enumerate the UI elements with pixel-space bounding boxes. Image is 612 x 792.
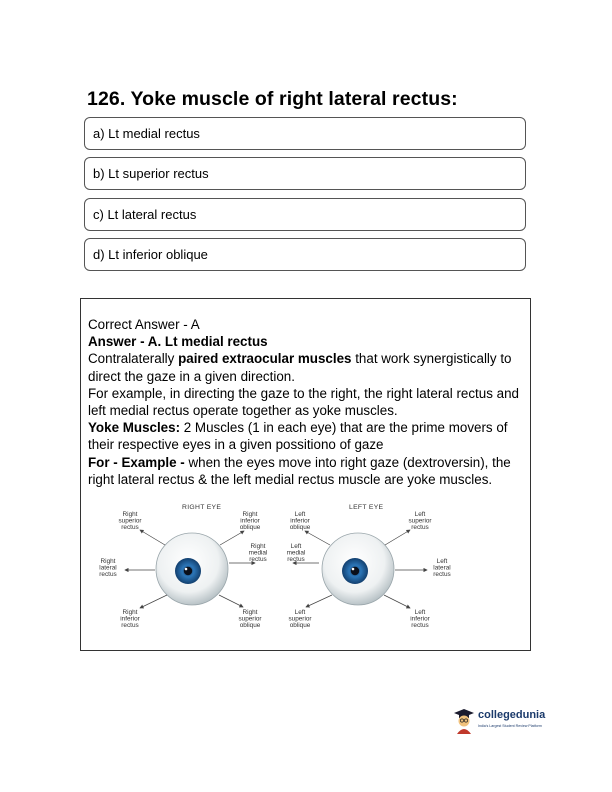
label-right-inferior-rectus: Right inferior rectus [120, 609, 140, 629]
question-title: 126. Yoke muscle of right lateral rectus: [87, 88, 458, 110]
answer-text [88, 316, 532, 488]
option-b[interactable]: b) Lt superior rectus [84, 157, 526, 190]
label-left-superior-rectus: Left superior rectus [408, 511, 432, 531]
label-left-lateral-rectus: Left lateral rectus [433, 558, 451, 578]
label-right-superior-rectus: Right superior rectus [118, 511, 142, 531]
graduate-mascot-icon [453, 708, 475, 734]
label-left-inferior-oblique: Left inferior oblique [289, 511, 311, 531]
left-eye [322, 533, 394, 605]
answer-line: Answer - A. Lt medial rectus [88, 334, 268, 350]
option-a[interactable]: a) Lt medial rectus [84, 117, 526, 150]
left-eye-heading: LEFT EYE [349, 504, 384, 511]
collegedunia-logo[interactable] [453, 706, 571, 736]
correct-answer-line: Correct Answer - A [88, 317, 200, 332]
definition-paragraph: Contralaterally paired extraocular muscles that work synergistically to direct the gaze in a given direction. [88, 351, 512, 384]
option-c[interactable]: c) Lt lateral rectus [84, 198, 526, 231]
right-eye-heading: RIGHT EYE [182, 504, 222, 511]
brand-name: collegedunia [478, 709, 546, 721]
label-right-medial-rectus: Right medial rectus [248, 543, 268, 563]
eye-muscles-diagram [90, 502, 530, 647]
answer-explanation-box [80, 298, 531, 651]
for-example-paragraph: For - Example - when the eyes move into right gaze (dextroversin), the right lateral rectus & the left medial rectus muscle are yoke muscles. [88, 454, 511, 487]
label-left-medial-rectus: Left medial rectus [286, 543, 306, 563]
right-eye [156, 533, 228, 605]
label-left-superior-oblique: Left superior oblique [288, 609, 312, 629]
label-left-inferior-rectus: Left inferior rectus [410, 609, 430, 629]
yoke-muscles-paragraph: Yoke Muscles: 2 Muscles (1 in each eye) that are the prime movers of their respective eyes in a given possitiono of gaze [88, 420, 508, 453]
label-right-superior-oblique: Right superior oblique [238, 609, 262, 629]
label-right-lateral-rectus: Right lateral rectus [99, 558, 117, 578]
example-paragraph: For example, in directing the gaze to the right, the right lateral rectus and left medial rectus operate together as yoke muscles. [88, 385, 519, 419]
label-right-inferior-oblique: Right inferior oblique [239, 511, 261, 531]
option-d[interactable]: d) Lt inferior oblique [84, 238, 526, 271]
brand-tagline: India's Largest Student Review Platform [478, 724, 542, 728]
